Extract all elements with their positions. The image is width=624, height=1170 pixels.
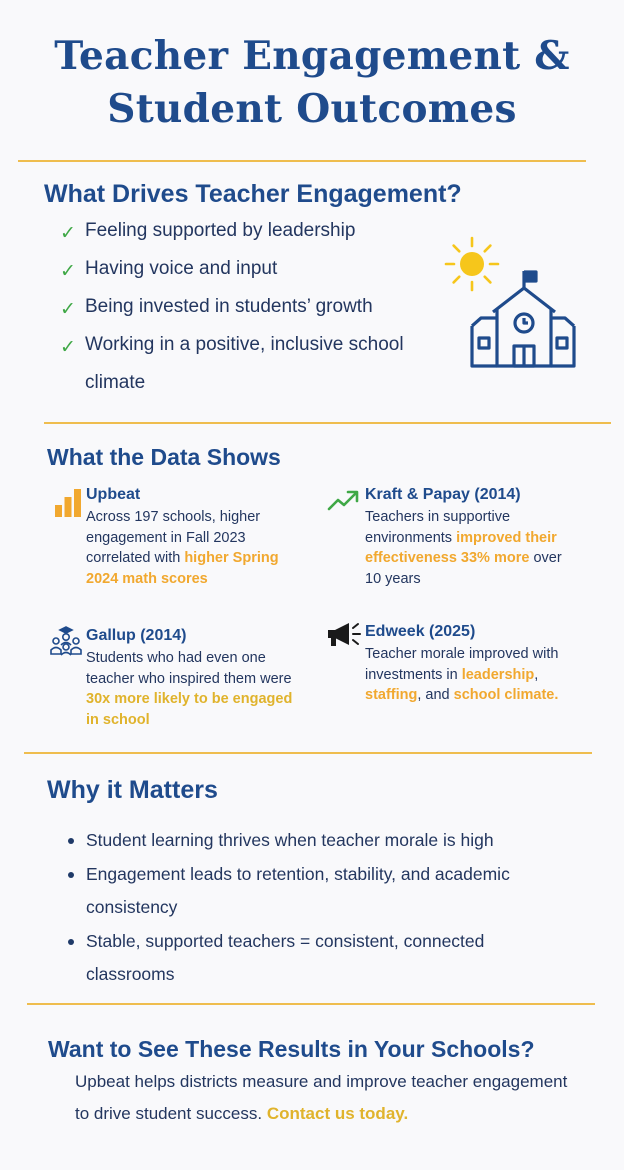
title-line-1: Teacher Engagement & bbox=[54, 33, 570, 79]
checkmark-icon: ✓ bbox=[60, 337, 76, 358]
cta-text: Upbeat helps districts measure and improve teacher engagement to drive student success. bbox=[75, 1072, 568, 1123]
list-item: Engagement leads to retention, stability, and academic consistency bbox=[66, 858, 546, 925]
card-title: Upbeat bbox=[86, 486, 141, 503]
divider bbox=[18, 160, 586, 162]
card-title: Edweek (2025) bbox=[365, 623, 476, 640]
list-item: Student learning thrives when teacher morale is high bbox=[66, 824, 546, 858]
divider bbox=[24, 752, 592, 754]
driver-item bbox=[60, 326, 425, 402]
title-line-2: Student Outcomes bbox=[107, 86, 517, 132]
data-card-edweek bbox=[365, 622, 580, 706]
students-group-icon bbox=[50, 626, 82, 656]
contact-link[interactable]: Contact us today. bbox=[266, 1104, 409, 1123]
data-card-upbeat bbox=[86, 485, 296, 589]
card-body: Students who had even one teacher who inspired them were 30x more likely to be engaged in school bbox=[86, 650, 293, 728]
why-list bbox=[66, 824, 546, 992]
card-highlight: improved their effectiveness 33% more bbox=[365, 529, 557, 566]
card-body: Teacher morale improved with investments in leadership, staffing, and school climate. bbox=[365, 646, 559, 703]
megaphone-icon bbox=[325, 620, 363, 650]
card-title: Gallup (2014) bbox=[86, 627, 187, 644]
page-title bbox=[0, 30, 624, 136]
driver-item-label: Being invested in students’ growth bbox=[85, 296, 373, 317]
card-highlight: 30x more likely to be engaged in school bbox=[86, 691, 293, 728]
cta-heading: Want to See These Results in Your Schools? bbox=[48, 1036, 535, 1062]
driver-item bbox=[60, 288, 425, 326]
driver-item-label: Feeling supported by leadership bbox=[85, 220, 356, 241]
cta-body bbox=[75, 1066, 575, 1130]
data-card-gallup bbox=[86, 626, 296, 730]
driver-item bbox=[60, 250, 425, 288]
trend-up-icon bbox=[327, 488, 359, 512]
checkmark-icon: ✓ bbox=[60, 223, 76, 244]
divider bbox=[44, 422, 611, 424]
drivers-heading: What Drives Teacher Engagement? bbox=[44, 180, 462, 208]
data-heading: What the Data Shows bbox=[47, 444, 281, 470]
bar-chart-icon bbox=[54, 488, 82, 518]
driver-item bbox=[60, 212, 425, 250]
list-item: Stable, supported teachers = consistent, connected classrooms bbox=[66, 925, 546, 992]
card-body: Teachers in supportive environments improved their effectiveness 33% more over 10 years bbox=[365, 509, 562, 587]
card-highlight: higher Spring 2024 math scores bbox=[86, 550, 279, 587]
driver-item-label: Having voice and input bbox=[85, 258, 278, 279]
checkmark-icon: ✓ bbox=[60, 299, 76, 320]
card-body: Across 197 schools, higher engagement in Fall 2023 correlated with higher Spring 2024 math scores bbox=[86, 509, 279, 587]
driver-item-label: Working in a positive, inclusive school climate bbox=[85, 334, 404, 393]
data-card-kraft-papay bbox=[365, 485, 580, 589]
checkmark-icon: ✓ bbox=[60, 261, 76, 282]
school-building-icon bbox=[468, 268, 578, 370]
why-heading: Why it Matters bbox=[47, 776, 218, 804]
card-title: Kraft & Papay (2014) bbox=[365, 486, 521, 503]
divider bbox=[27, 1003, 595, 1005]
